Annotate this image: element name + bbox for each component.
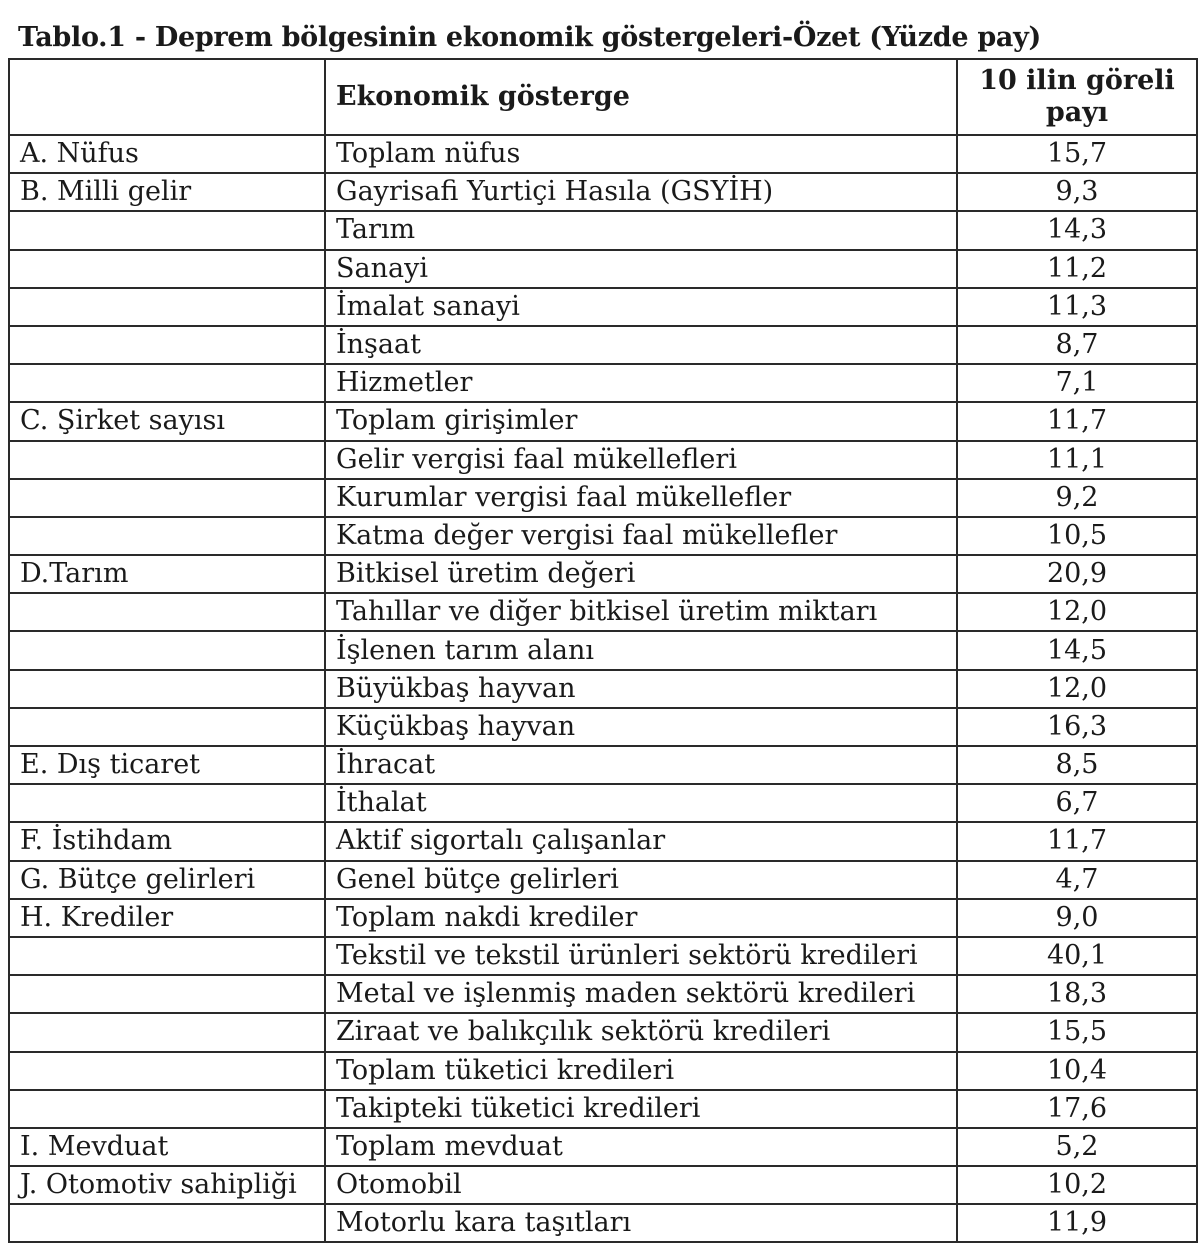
row-value: 14,5 xyxy=(957,631,1197,669)
row-indicator: Takipteki tüketici kredileri xyxy=(325,1090,957,1128)
table-row xyxy=(9,1204,1197,1242)
row-indicator: İşlenen tarım alanı xyxy=(325,631,957,669)
row-category: G. Bütçe gelirleri xyxy=(9,861,325,899)
row-value: 7,1 xyxy=(957,364,1197,402)
table-row xyxy=(9,1128,1197,1166)
table-row xyxy=(9,784,1197,822)
row-indicator: Tarım xyxy=(325,211,957,249)
row-value: 4,7 xyxy=(957,861,1197,899)
row-indicator: Katma değer vergisi faal mükellefler xyxy=(325,517,957,555)
row-value: 11,1 xyxy=(957,441,1197,479)
table-row xyxy=(9,173,1197,211)
header-value xyxy=(957,59,1197,135)
row-value: 16,3 xyxy=(957,708,1197,746)
row-indicator: Gayrisafi Yurtiçi Hasıla (GSYİH) xyxy=(325,173,957,211)
row-category: I. Mevduat xyxy=(9,1128,325,1166)
row-indicator: Otomobil xyxy=(325,1166,957,1204)
table-row xyxy=(9,631,1197,669)
table-row xyxy=(9,1013,1197,1051)
row-indicator: Toplam nüfus xyxy=(325,135,957,173)
header-value-line2: payı xyxy=(1045,97,1109,128)
row-value: 10,2 xyxy=(957,1166,1197,1204)
row-category: D.Tarım xyxy=(9,555,325,593)
row-value: 15,7 xyxy=(957,135,1197,173)
row-category xyxy=(9,708,325,746)
row-indicator: Toplam nakdi krediler xyxy=(325,899,957,937)
row-indicator: İnşaat xyxy=(325,326,957,364)
row-indicator: Bitkisel üretim değeri xyxy=(325,555,957,593)
row-category: F. İstihdam xyxy=(9,822,325,860)
row-category xyxy=(9,517,325,555)
row-category xyxy=(9,364,325,402)
row-value: 12,0 xyxy=(957,593,1197,631)
row-value: 11,7 xyxy=(957,402,1197,440)
table-row xyxy=(9,1166,1197,1204)
row-indicator: Motorlu kara taşıtları xyxy=(325,1204,957,1242)
row-indicator: Toplam tüketici kredileri xyxy=(325,1052,957,1090)
table-row xyxy=(9,670,1197,708)
table-row xyxy=(9,326,1197,364)
row-category xyxy=(9,937,325,975)
table-row xyxy=(9,402,1197,440)
row-value: 5,2 xyxy=(957,1128,1197,1166)
row-indicator: Metal ve işlenmiş maden sektörü kredileri xyxy=(325,975,957,1013)
row-category xyxy=(9,441,325,479)
table-row xyxy=(9,593,1197,631)
row-category xyxy=(9,975,325,1013)
row-indicator: Ziraat ve balıkçılık sektörü kredileri xyxy=(325,1013,957,1051)
row-category xyxy=(9,631,325,669)
row-category xyxy=(9,479,325,517)
row-indicator: Hizmetler xyxy=(325,364,957,402)
row-indicator: Tekstil ve tekstil ürünleri sektörü kredileri xyxy=(325,937,957,975)
table-row xyxy=(9,479,1197,517)
row-indicator: Genel bütçe gelirleri xyxy=(325,861,957,899)
row-indicator: Toplam girişimler xyxy=(325,402,957,440)
economic-indicators-table xyxy=(8,58,1198,1243)
table-header-row xyxy=(9,59,1197,135)
row-indicator: Gelir vergisi faal mükellefleri xyxy=(325,441,957,479)
row-indicator: Küçükbaş hayvan xyxy=(325,708,957,746)
table-row xyxy=(9,937,1197,975)
row-category: C. Şirket sayısı xyxy=(9,402,325,440)
row-value: 11,2 xyxy=(957,250,1197,288)
row-category: H. Krediler xyxy=(9,899,325,937)
table-row xyxy=(9,517,1197,555)
row-category: B. Milli gelir xyxy=(9,173,325,211)
row-value: 8,5 xyxy=(957,746,1197,784)
row-value: 9,2 xyxy=(957,479,1197,517)
row-indicator: Tahıllar ve diğer bitkisel üretim miktarı xyxy=(325,593,957,631)
row-category: J. Otomotiv sahipliği xyxy=(9,1166,325,1204)
row-category xyxy=(9,1204,325,1242)
table-row xyxy=(9,746,1197,784)
row-category xyxy=(9,670,325,708)
table-title: Tablo.1 - Deprem bölgesinin ekonomik göstergeleri-Özet (Yüzde pay) xyxy=(18,22,1041,53)
row-category xyxy=(9,1013,325,1051)
table-row xyxy=(9,708,1197,746)
row-value: 18,3 xyxy=(957,975,1197,1013)
row-category: A. Nüfus xyxy=(9,135,325,173)
row-category xyxy=(9,1090,325,1128)
row-value: 10,4 xyxy=(957,1052,1197,1090)
row-value: 15,5 xyxy=(957,1013,1197,1051)
header-value-line1: 10 ilin göreli xyxy=(979,65,1175,96)
table-row xyxy=(9,1052,1197,1090)
row-indicator: Sanayi xyxy=(325,250,957,288)
row-value: 9,0 xyxy=(957,899,1197,937)
table-row xyxy=(9,1090,1197,1128)
row-indicator: Kurumlar vergisi faal mükellefler xyxy=(325,479,957,517)
row-category xyxy=(9,1052,325,1090)
row-indicator: Aktif sigortalı çalışanlar xyxy=(325,822,957,860)
row-category xyxy=(9,250,325,288)
table-row xyxy=(9,822,1197,860)
row-indicator: İhracat xyxy=(325,746,957,784)
table-body xyxy=(9,135,1197,1242)
row-value: 11,7 xyxy=(957,822,1197,860)
row-value: 14,3 xyxy=(957,211,1197,249)
row-indicator: Toplam mevduat xyxy=(325,1128,957,1166)
table-row xyxy=(9,288,1197,326)
table-row xyxy=(9,135,1197,173)
row-value: 40,1 xyxy=(957,937,1197,975)
table-row xyxy=(9,250,1197,288)
row-value: 11,3 xyxy=(957,288,1197,326)
row-category xyxy=(9,288,325,326)
row-indicator: Büyükbaş hayvan xyxy=(325,670,957,708)
table-row xyxy=(9,364,1197,402)
table-row xyxy=(9,861,1197,899)
table-row xyxy=(9,975,1197,1013)
row-value: 8,7 xyxy=(957,326,1197,364)
table-row xyxy=(9,555,1197,593)
row-indicator: İmalat sanayi xyxy=(325,288,957,326)
header-category xyxy=(9,59,325,135)
row-value: 6,7 xyxy=(957,784,1197,822)
row-category xyxy=(9,326,325,364)
row-value: 10,5 xyxy=(957,517,1197,555)
row-category: E. Dış ticaret xyxy=(9,746,325,784)
row-value: 9,3 xyxy=(957,173,1197,211)
row-value: 20,9 xyxy=(957,555,1197,593)
row-category xyxy=(9,593,325,631)
header-indicator: Ekonomik gösterge xyxy=(325,59,957,135)
row-category xyxy=(9,211,325,249)
row-indicator: İthalat xyxy=(325,784,957,822)
row-value: 11,9 xyxy=(957,1204,1197,1242)
row-value: 17,6 xyxy=(957,1090,1197,1128)
table-row xyxy=(9,211,1197,249)
table-row xyxy=(9,899,1197,937)
table-row xyxy=(9,441,1197,479)
row-category xyxy=(9,784,325,822)
row-value: 12,0 xyxy=(957,670,1197,708)
